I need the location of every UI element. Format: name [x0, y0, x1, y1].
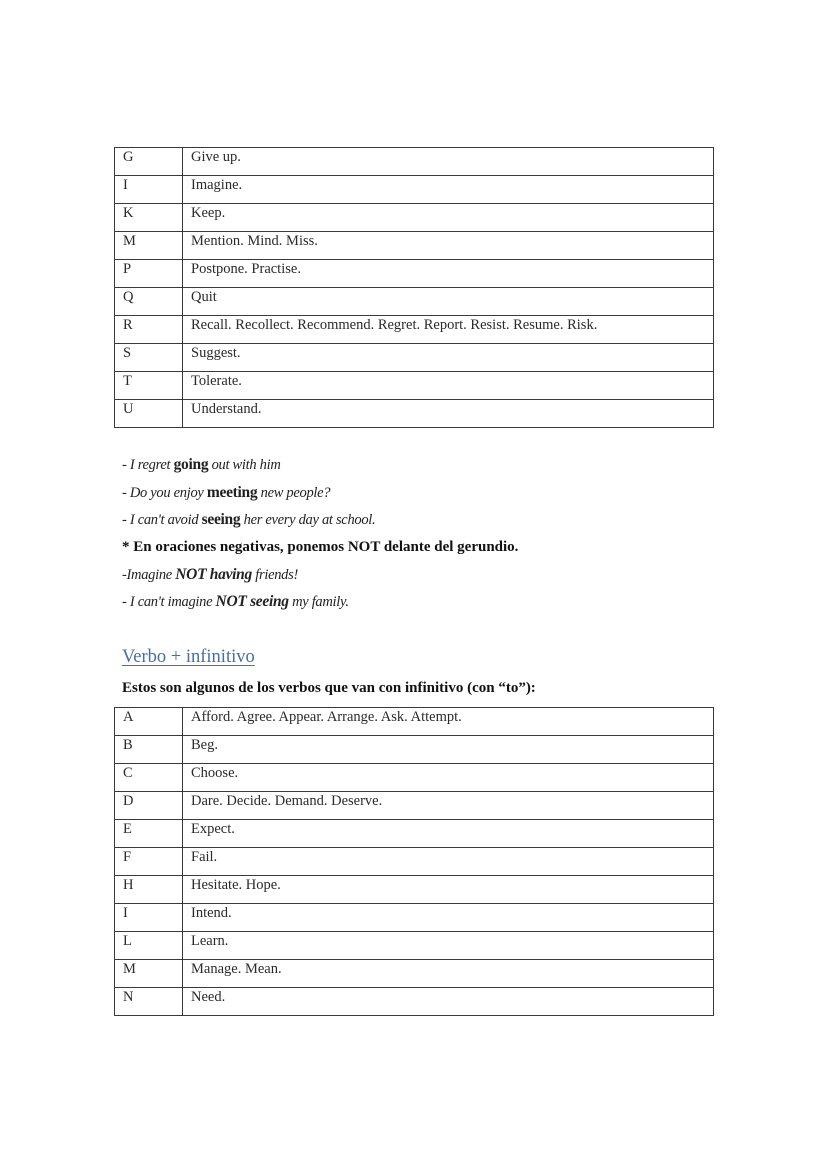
table-row — [115, 288, 714, 316]
letter-cell: A — [115, 708, 183, 736]
example-text: friends! — [251, 567, 298, 583]
verbs-cell: Recall. Recollect. Recommend. Regret. Report. Resist. Resume. Risk. — [183, 316, 714, 344]
verbs-cell: Fail. — [183, 848, 714, 876]
letter-cell: N — [115, 988, 183, 1016]
letter-cell: P — [115, 260, 183, 288]
verbs-cell: Beg. — [183, 736, 714, 764]
example-sentence — [122, 456, 281, 474]
negative-note: * En oraciones negativas, ponemos NOT delante del gerundio. — [122, 539, 519, 555]
letter-cell: B — [115, 736, 183, 764]
verbs-cell: Choose. — [183, 764, 714, 792]
letter-cell: I — [115, 176, 183, 204]
table-row — [115, 960, 714, 988]
example-text: her every day at school. — [240, 512, 376, 528]
table-row — [115, 988, 714, 1016]
letter-cell: T — [115, 372, 183, 400]
table-row — [115, 792, 714, 820]
example-sentence — [122, 511, 375, 529]
section-intro: Estos son algunos de los verbos que van con infinitivo (con “to”): — [122, 680, 536, 696]
verbs-cell: Quit — [183, 288, 714, 316]
example-text: - Do you enjoy — [122, 485, 207, 501]
verbs-cell: Manage. Mean. — [183, 960, 714, 988]
negative-example-sentence — [122, 593, 349, 611]
verbs-cell: Afford. Agree. Appear. Arrange. Ask. Attempt. — [183, 708, 714, 736]
verbs-cell: Hesitate. Hope. — [183, 876, 714, 904]
letter-cell: G — [115, 148, 183, 176]
verbs-cell: Give up. — [183, 148, 714, 176]
letter-cell: D — [115, 792, 183, 820]
table-row — [115, 736, 714, 764]
example-text: - I regret — [122, 457, 174, 473]
table-row — [115, 316, 714, 344]
verbs-cell: Tolerate. — [183, 372, 714, 400]
table-row — [115, 372, 714, 400]
table-row — [115, 148, 714, 176]
table-row — [115, 820, 714, 848]
table-row — [115, 260, 714, 288]
table-row — [115, 344, 714, 372]
gerund-highlight: seeing — [201, 511, 241, 528]
table-row — [115, 232, 714, 260]
table-row — [115, 400, 714, 428]
gerund-highlight: meeting — [206, 484, 258, 501]
letter-cell: I — [115, 904, 183, 932]
verbs-cell: Postpone. Practise. — [183, 260, 714, 288]
letter-cell: E — [115, 820, 183, 848]
example-text: out with him — [208, 457, 281, 473]
table-row — [115, 848, 714, 876]
table-row — [115, 932, 714, 960]
letter-cell: H — [115, 876, 183, 904]
letter-cell: M — [115, 232, 183, 260]
letter-cell: F — [115, 848, 183, 876]
verbs-cell: Need. — [183, 988, 714, 1016]
gerund-highlight: going — [173, 456, 209, 473]
letter-cell: M — [115, 960, 183, 988]
letter-cell: C — [115, 764, 183, 792]
example-sentence — [122, 484, 330, 502]
section-heading: Verbo + infinitivo — [122, 647, 255, 667]
letter-cell: R — [115, 316, 183, 344]
example-text: - I can't imagine — [122, 594, 216, 610]
gerund-highlight: NOT having — [175, 566, 252, 583]
table-row — [115, 904, 714, 932]
table-row — [115, 204, 714, 232]
letter-cell: U — [115, 400, 183, 428]
example-text: -Imagine — [122, 567, 176, 583]
example-text: my family. — [288, 594, 349, 610]
example-text: new people? — [257, 485, 331, 501]
verbs-cell: Dare. Decide. Demand. Deserve. — [183, 792, 714, 820]
verbs-cell: Imagine. — [183, 176, 714, 204]
letter-cell: K — [115, 204, 183, 232]
table-row — [115, 176, 714, 204]
verbs-cell: Mention. Mind. Miss. — [183, 232, 714, 260]
verbs-cell: Understand. — [183, 400, 714, 428]
verbs-cell: Expect. — [183, 820, 714, 848]
negative-example-sentence — [122, 566, 298, 584]
verbs-cell: Suggest. — [183, 344, 714, 372]
infinitive-verbs-table — [114, 707, 714, 1016]
verbs-cell: Keep. — [183, 204, 714, 232]
gerund-highlight: NOT seeing — [215, 593, 289, 610]
letter-cell: L — [115, 932, 183, 960]
table-row — [115, 764, 714, 792]
example-text: - I can't avoid — [122, 512, 202, 528]
verbs-cell: Intend. — [183, 904, 714, 932]
table-row — [115, 876, 714, 904]
table-row — [115, 708, 714, 736]
letter-cell: Q — [115, 288, 183, 316]
gerund-verbs-table — [114, 147, 714, 428]
letter-cell: S — [115, 344, 183, 372]
verbs-cell: Learn. — [183, 932, 714, 960]
